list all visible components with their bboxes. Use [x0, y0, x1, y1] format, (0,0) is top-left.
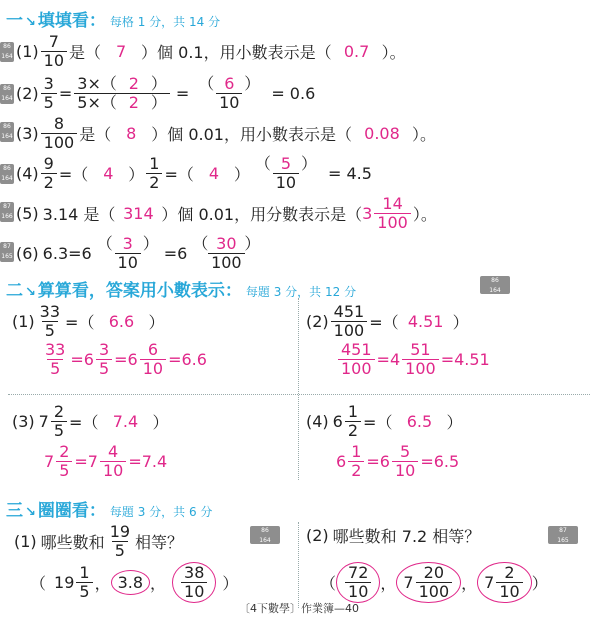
answer: 314	[123, 203, 154, 223]
fraction: $\frac{14}{100}$	[374, 196, 411, 231]
circle-q2-options: （ $\frac{72}{10}$ ， 7 $\frac{20}{100}$ ， 7 $\frac{2}{10}$ ）	[320, 563, 548, 601]
circle-q2: (2) 哪些數和 7.2 相等？	[306, 526, 481, 546]
page-ref-badge: 86 164	[480, 276, 510, 294]
question-5: (5) 3.14 是（ 314 ）個 0.01，用分數表示是（ 3 $\frac{14}{100}$ ）。	[16, 193, 437, 232]
fraction: $\frac{( 5 )}{10}$	[254, 153, 317, 192]
calc-4-question: (4) 6 $\frac{1}{2}$ =（ 6.5 ）	[306, 402, 463, 440]
section-title: 填填看：	[37, 11, 106, 31]
circled-answer: $\frac{38}{10}$	[172, 562, 216, 603]
page-ref-badge: 86 164	[1, 85, 13, 102]
circled-answer: 7 $\frac{2}{10}$	[477, 562, 532, 603]
answer: 4	[208, 163, 219, 183]
circle-q1-options: （ 19 $\frac{1}{5}$ ， 3.8 ， $\frac{38}{10}$ ）	[30, 563, 239, 601]
calc-1-question: (1) $\frac{33}{5}$ =（ 6.6 ）	[12, 302, 165, 340]
section-score: 每格 1 分，共 14 分	[109, 15, 221, 29]
fraction: $\frac{( 3 )}{10}$	[96, 233, 159, 272]
page-ref-badge: 86 164	[1, 43, 13, 60]
circled-answer: $\frac{72}{10}$	[336, 562, 380, 603]
circled-answer: 7 $\frac{20}{100}$	[396, 562, 461, 603]
calc-2-question: (2) $\frac{451}{100}$ =（ 4.51 ）	[306, 302, 469, 340]
fraction: $\frac{8}{100}$	[41, 116, 78, 151]
question-2: (2) $\frac{3}{5}$ = $\frac{3\times( 2 )}{5\times( 2 )}$ = $\frac{( 6 )}{10}$ = 0.6	[16, 73, 316, 112]
answer: 4	[103, 163, 114, 183]
fraction: $\frac{3\times( 2 )}{5\times( 2 )}$	[74, 76, 170, 111]
fraction: $\frac{( 30 )}{100}$	[192, 233, 261, 272]
question-label: (5)	[16, 203, 39, 223]
question-label: (1)	[16, 41, 39, 61]
question-6: (6) 6.3=6 $\frac{( 3 )}{10}$ =6 $\frac{( 30 )}{100}$	[16, 236, 265, 270]
page-ref-badge: 86 164	[250, 526, 280, 544]
calc-3-work: 7 $\frac{2}{5}$ =7 $\frac{4}{10}$ =7.4	[44, 442, 168, 480]
calc-4-work: 6 $\frac{1}{2}$ =6 $\frac{5}{10}$ =6.5	[336, 442, 460, 480]
fraction: $\frac{9}{2}$	[41, 156, 57, 191]
question-label: (4)	[16, 163, 39, 183]
swoosh-icon: ↘	[25, 285, 36, 300]
fraction: $\frac{1}{2}$	[146, 156, 162, 191]
calc-3-question: (3) 7 $\frac{2}{5}$ =（ 7.4 ）	[12, 402, 169, 440]
answer: 8	[126, 123, 137, 143]
swoosh-icon: ↘	[25, 15, 36, 30]
swoosh-icon: ↘	[25, 505, 36, 520]
page-footer: 〔4下數學〕作業簿—40	[239, 602, 359, 615]
section-title: 算算看，答案用小數表示：	[37, 281, 242, 301]
answer: 7	[115, 41, 127, 61]
answer: 0.08	[364, 123, 400, 143]
fraction: $\frac{3}{5}$	[41, 76, 57, 111]
calculation-grid	[8, 298, 590, 480]
question-label: (6)	[16, 243, 39, 263]
section-score: 每題 3 分，共 12 分	[245, 285, 357, 299]
answer: 0.7	[343, 41, 370, 61]
question-4: (4) $\frac{9}{2}$ =（ 4 ） $\frac{1}{2}$ =（ 4 ） $\frac{( 5 )}{10}$ = 4.5	[16, 153, 372, 192]
section-score: 每題 3 分，共 6 分	[109, 505, 213, 519]
circled-answer: 3.8	[111, 570, 150, 595]
section-3-header	[6, 496, 212, 521]
question-label: (3)	[16, 123, 39, 143]
section-number: 一	[6, 11, 23, 31]
page-ref-badge: 87 166	[1, 203, 13, 220]
page-ref-badge: 87 165	[548, 526, 578, 544]
section-number: 三	[6, 501, 23, 521]
page-ref-badge: 87 165	[1, 243, 13, 260]
question-label: (2)	[16, 83, 39, 103]
circle-q1: (1) 哪些數和 $\frac{19}{5}$ 相等？	[14, 522, 184, 560]
page-ref-badge: 86 164	[1, 165, 13, 182]
section-1-header	[6, 6, 220, 31]
fraction: $\frac{( 6 )}{10}$	[198, 73, 261, 112]
calc-1-work: $\frac{33}{5}$ =6 $\frac{3}{5}$ =6 $\frac{6}{10}$ =6.6	[45, 340, 207, 378]
fraction: $\frac{7}{10}$	[41, 34, 67, 69]
question-1: (1) $\frac{7}{10}$ 是（ 7 ）個 0.1，用小數表示是（ 0.7 ）。	[16, 31, 406, 70]
section-number: 二	[6, 281, 23, 301]
page-ref-badge: 86 164	[1, 123, 13, 140]
section-title: 圈圈看：	[37, 501, 106, 521]
divider	[298, 522, 299, 608]
question-3: (3) $\frac{8}{100}$ 是（ 8 ）個 0.01，用小數表示是（ 0.08 ）。	[16, 113, 436, 152]
calc-2-work: $\frac{451}{100}$ =4 $\frac{51}{100}$ =4.51	[336, 342, 490, 377]
